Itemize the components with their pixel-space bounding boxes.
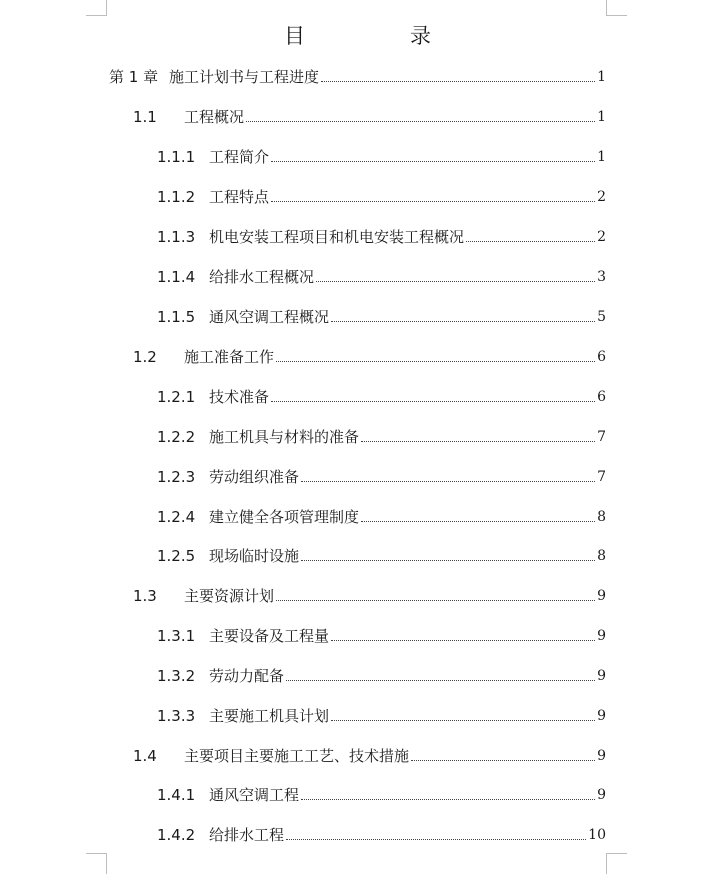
- toc-entry-title: 机电安装工程项目和机电安装工程概况: [209, 228, 465, 246]
- toc-title: 目 录: [284, 24, 473, 48]
- toc-entry-title: 工程特点: [209, 188, 270, 206]
- toc-leader: [301, 481, 595, 482]
- toc-entry-page: 10: [588, 827, 606, 843]
- toc-leader: [466, 241, 595, 242]
- toc-entry-title: 劳动组织准备: [209, 468, 300, 486]
- toc-entry-number: 1.1.3: [157, 228, 196, 246]
- toc-entry-page: 7: [597, 469, 606, 485]
- toc-entry[interactable]: [0, 464, 606, 486]
- toc-entry-page: 6: [597, 349, 606, 365]
- toc-entry-number: 1.1.5: [157, 308, 196, 326]
- toc-entry-page: 5: [597, 309, 606, 325]
- toc-leader: [271, 201, 595, 202]
- toc-entry-title: 主要项目主要施工工艺、技术措施: [184, 747, 410, 765]
- toc-leader: [301, 560, 595, 561]
- toc-leader: [361, 441, 595, 442]
- toc-entry-number: 1.1: [133, 108, 157, 126]
- toc-entry-number: 1.2.1: [157, 388, 196, 406]
- toc-entry-page: 9: [597, 748, 606, 764]
- toc-entry-page: 9: [597, 588, 606, 604]
- toc-entry[interactable]: [0, 623, 606, 645]
- toc-entry-number: 1.3: [133, 587, 157, 605]
- toc-entry-title: 施工机具与材料的准备: [209, 428, 360, 446]
- toc-leader: [411, 760, 595, 761]
- crop-mark-bottom-right: [606, 853, 627, 874]
- toc-entry-title: 技术准备: [209, 388, 270, 406]
- toc-entry-title: 给排水工程概况: [209, 268, 315, 286]
- toc-entry[interactable]: [0, 264, 606, 286]
- toc-leader: [321, 81, 595, 82]
- toc-entry[interactable]: [0, 543, 606, 565]
- toc-entry-page: 2: [597, 189, 606, 205]
- toc-leader: [271, 401, 595, 402]
- toc-entry-title: 施工计划书与工程进度: [169, 68, 320, 86]
- toc-entry-title: 建立健全各项管理制度: [209, 508, 360, 526]
- toc-entry-title: 现场临时设施: [209, 547, 300, 565]
- toc-entry[interactable]: [0, 144, 606, 166]
- toc-entry-title: 主要设备及工程量: [209, 627, 330, 645]
- toc-entry[interactable]: [0, 224, 606, 246]
- toc-entry[interactable]: [0, 384, 606, 406]
- toc-entry-title: 施工准备工作: [184, 348, 275, 366]
- toc-entry-title: 劳动力配备: [209, 667, 285, 685]
- toc-entry-title: 通风空调工程概况: [209, 308, 330, 326]
- toc-leader: [276, 361, 595, 362]
- toc-entry-title: 工程简介: [209, 148, 270, 166]
- toc-entry-number: 1.4.1: [157, 786, 196, 804]
- toc-leader: [331, 640, 595, 641]
- toc-entry-number: 1.3.2: [157, 667, 196, 685]
- toc-leader: [331, 321, 595, 322]
- toc-entry-number: 1.2: [133, 348, 157, 366]
- toc-leader: [276, 600, 595, 601]
- toc-entry[interactable]: [0, 822, 606, 844]
- toc-entry-title: 工程概况: [184, 108, 245, 126]
- toc-entry[interactable]: [0, 184, 606, 206]
- toc-leader: [246, 121, 595, 122]
- toc-entry-page: 9: [597, 668, 606, 684]
- toc-entry-page: 9: [597, 787, 606, 803]
- toc-entry-number: 1.2.2: [157, 428, 196, 446]
- toc-leader: [361, 521, 595, 522]
- toc-leader: [331, 720, 595, 721]
- toc-entry-number: 1.1.4: [157, 268, 196, 286]
- toc-entry-page: 8: [597, 509, 606, 525]
- crop-mark-bottom-left: [86, 853, 107, 874]
- toc-entry-page: 3: [597, 269, 606, 285]
- toc-entry-number: 1.3.1: [157, 627, 196, 645]
- toc-entry-title: 主要施工机具计划: [209, 707, 330, 725]
- toc-entry-page: 9: [597, 708, 606, 724]
- toc-entry-page: 1: [597, 109, 606, 125]
- toc-entry-number: 1.4.2: [157, 826, 196, 844]
- toc-entry[interactable]: [0, 583, 606, 605]
- toc-entry[interactable]: [0, 703, 606, 725]
- toc-entry-title: 给排水工程: [209, 826, 285, 844]
- toc-entry[interactable]: [0, 782, 606, 804]
- toc-entry-page: 1: [597, 149, 606, 165]
- toc-entry[interactable]: [0, 344, 606, 366]
- toc-leader: [286, 680, 595, 681]
- toc-entry[interactable]: [0, 304, 606, 326]
- toc-entry-number: 1.1.2: [157, 188, 196, 206]
- toc-leader: [316, 281, 595, 282]
- toc-entry-number: 1.3.3: [157, 707, 196, 725]
- toc-entry-number: 1.4: [133, 747, 157, 765]
- toc-entry[interactable]: [0, 743, 606, 765]
- toc-leader: [286, 839, 586, 840]
- toc-entry[interactable]: [0, 663, 606, 685]
- toc-entry[interactable]: [0, 64, 606, 86]
- toc-entry-number: 1.1.1: [157, 148, 196, 166]
- toc-entry-title: 通风空调工程: [209, 786, 300, 804]
- toc-entry-page: 8: [597, 548, 606, 564]
- toc-leader: [301, 799, 595, 800]
- toc-entry-page: 1: [597, 69, 606, 85]
- crop-mark-top-right: [606, 0, 627, 16]
- toc-entry-page: 6: [597, 389, 606, 405]
- toc-entry-title: 主要资源计划: [184, 587, 275, 605]
- toc-entry-page: 2: [597, 229, 606, 245]
- toc-entry[interactable]: [0, 424, 606, 446]
- toc-entry[interactable]: [0, 104, 606, 126]
- toc-leader: [271, 161, 595, 162]
- toc-entry-number: 第 1 章: [109, 68, 159, 86]
- toc-entry-number: 1.2.3: [157, 468, 196, 486]
- toc-entry-page: 7: [597, 429, 606, 445]
- toc-entry-page: 9: [597, 628, 606, 644]
- toc-entry-number: 1.2.5: [157, 547, 196, 565]
- toc-entry-number: 1.2.4: [157, 508, 196, 526]
- crop-mark-top-left: [86, 0, 107, 16]
- toc-entry[interactable]: [0, 504, 606, 526]
